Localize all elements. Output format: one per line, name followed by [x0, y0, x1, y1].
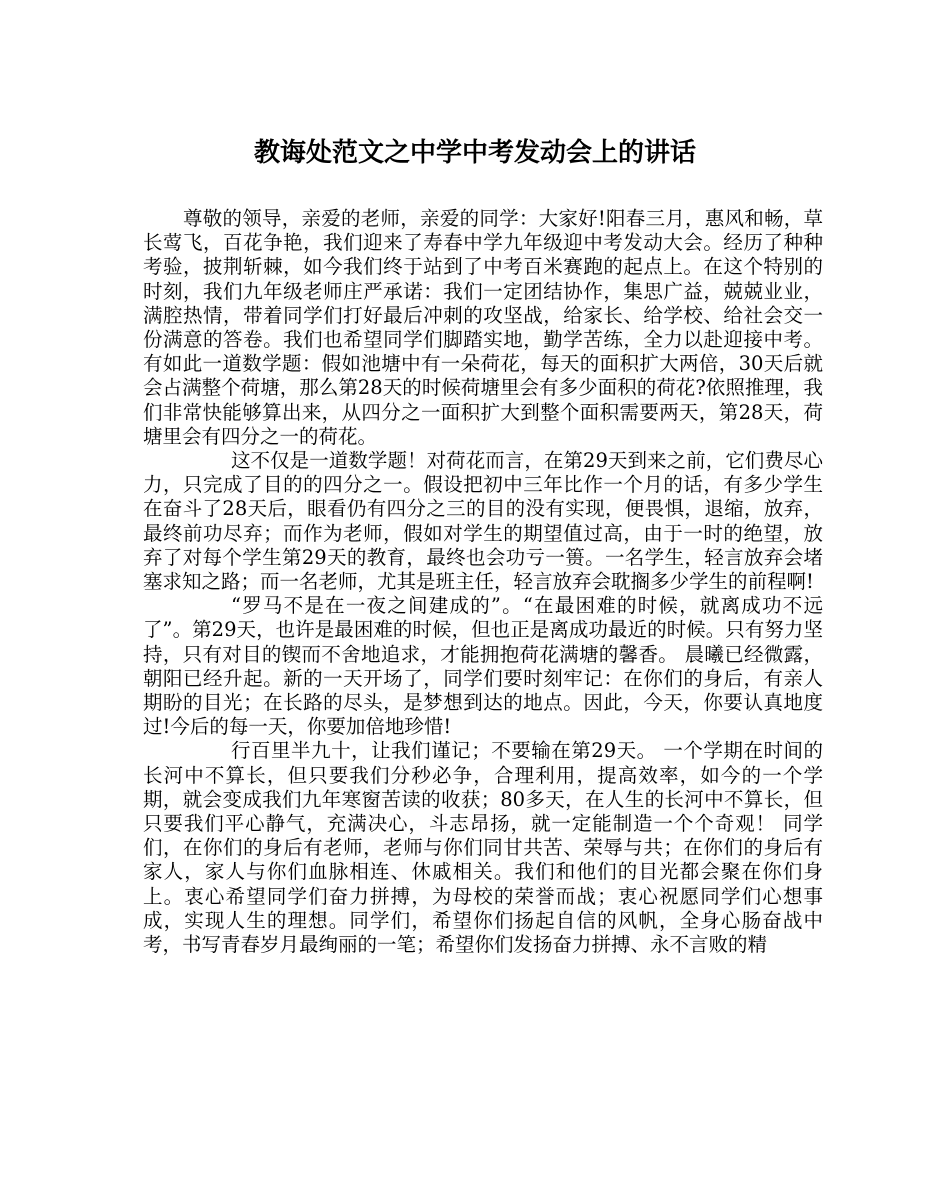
paragraph-4: 行百里半九十，让我们谨记；不要输在第29天。 一个学期在时间的长河中不算长，但只要我们分秒必争，合理利用，提高效率，如今的一个学期，就会变成我们九年寒窗苦读的收获；80多天，在人生的长河中不算长，但只要我们平心静气，充满决心，斗志昂扬，就一定能制造一个个奇观！ 同学们，在你们的身后有老师，老师与你们同甘共苦、荣辱与共；在你们的身后有家人，家人与你们血脉相连、休戚相关。我们和他们的目光都会聚在你们身上。衷心希望同学们奋力拼搏，为母校的荣誉而战；衷心祝愿同学们心想事成，实现人生的理想。同学们，希望你们扬起自信的风帆，全身心肠奋战中考，书写青春岁月最绚丽的一笔；希望你们发扬奋力拼搏、永不言败的精	[143, 739, 823, 957]
paragraph-1: 尊敬的领导，亲爱的老师，亲爱的同学：大家好!阳春三月，惠风和畅，草长莺飞，百花争艳，我们迎来了寿春中学九年级迎中考发动大会。经历了种种考验，披荆斩棘，如今我们终于站到了中考百米赛跑的起点上。在这个特别的时刻，我们九年级老师庄严承诺：我们一定团结协作，集思广益，兢兢业业，满腔热情，带着同学们打好最后冲刺的攻坚战，给家长、给学校、给社会交一份满意的答卷。我们也希望同学们脚踏实地，勤学苦练，全力以赴迎接中考。有如此一道数学题：假如池塘中有一朵荷花，每天的面积扩大两倍，30天后就会占满整个荷塘，那么第28天的时候荷塘里会有多少面积的荷花?依照推理，我们非常快能够算出来，从四分之一面积扩大到整个面积需要两天，第28天，荷塘里会有四分之一的荷花。	[143, 207, 823, 448]
document-title: 教诲处范文之中学中考发动会上的讲话	[253, 138, 696, 168]
paragraph-2: 这不仅是一道数学题！对荷花而言，在第29天到来之前，它们费尽心力，只完成了目的的四分之一。假设把初中三年比作一个月的话，有多少学生在奋斗了28天后，眼看仍有四分之三的目的没有实现，便畏惧，退缩，放弃，最终前功尽弃；而作为老师，假如对学生的期望值过高，由于一时的绝望，放弃了对每个学生第29天的教育，最终也会功亏一篑。一名学生，轻言放弃会堵塞求知之路；而一名老师，尤其是班主任，轻言放弃会耽搁多少学生的前程啊!	[143, 449, 823, 594]
paragraph-3: “罗马不是在一夜之间建成的”。“在最困难的时候，就离成功不远了”。第29天，也许是最困难的时候，但也正是离成功最近的时候。只有努力坚持，只有对目的锲而不舍地追求，才能拥抱荷花满塘的馨香。 晨曦已经微露，朝阳已经升起。新的一天开场了，同学们要时刻牢记：在你们的身后，有亲人期盼的目光；在长路的尽头，是梦想到达的地点。因此，今天，你要认真地度过!今后的每一天，你要加倍地珍惜!	[143, 594, 823, 739]
document-body	[143, 207, 823, 957]
